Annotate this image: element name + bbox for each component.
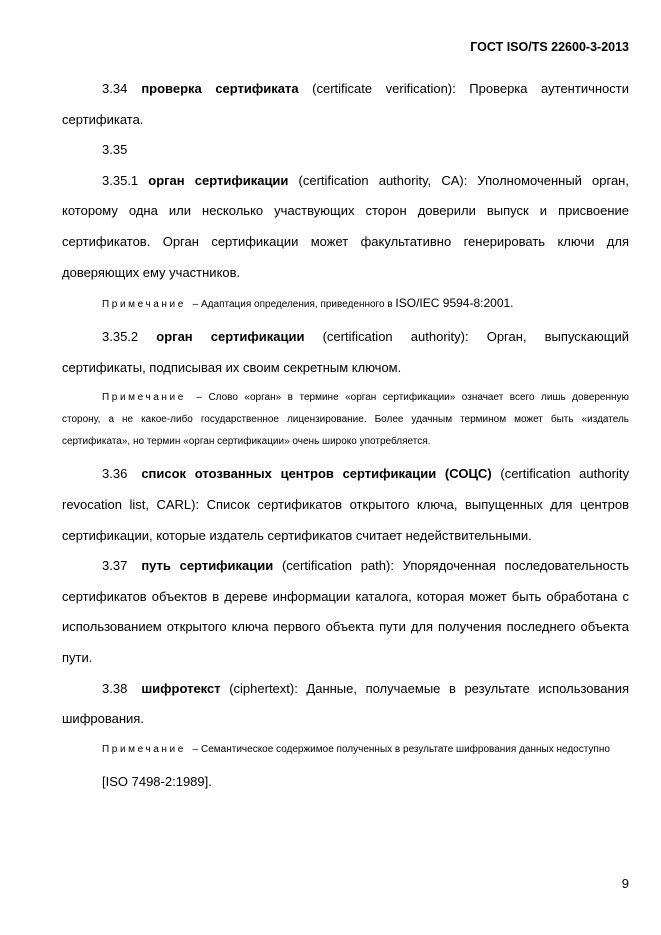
entry-definition: (certification authority): Орган, выпускающий сертификаты, подписывая их своим секретным ключом. [62,329,629,375]
entry-definition: (ciphertext): Данные, получаемые в результате использования шифрования. [62,680,629,727]
entry-3-36 [62,459,629,551]
entry-number: 3.36 [102,466,128,482]
note-text: – Семантическое содержимое полученных в результате шифрования данных недоступно [192,743,610,755]
entry-3-35 [62,135,629,166]
page-number: 9 [621,876,629,891]
entry-3-34 [62,74,629,135]
note-3-35-2 [62,387,629,453]
entry-term: путь сертификации [141,558,274,574]
reference-iso-7498 [62,767,629,798]
document-header: ГОСТ ISO/TS 22600-3-2013 [470,40,629,54]
entry-term: орган сертификации [156,329,305,345]
note-text: – Слово «орган» в термине «орган сертификации» означает всего лишь доверенную сторону, а не какое-либо государственное лицензирование. Более удачным термином может быть «издатель сертификата», но термин «орган сертификации» очень широко употребляется. [62,392,629,448]
entry-number: 3.37 [102,558,128,574]
entry-number: 3.34 [102,81,128,96]
entry-number: 3.35.2 [102,329,139,345]
note-label: Примечание [102,392,186,404]
entry-definition: (certification path): Упорядоченная последовательность сертификатов объектов в дереве информации каталога, которая может быть обработана с использованием открытого ключа первого объекта пути для получения последнего объекта пути. [62,558,629,665]
entry-definition: (certificate verification): Проверка аутентичности сертификата. [62,81,629,127]
entry-number: 3.35 [102,142,128,158]
entry-definition: (certification authority revocation list, CARL): Список сертификатов открытого ключа, выпущенных для центров сертификации, которые издатель сертификатов считает недействительными. [62,466,629,543]
entry-3-38 [62,674,629,735]
note-label: Примечание [102,743,186,755]
note-text: – Адаптация определения, приведенного в [192,299,393,311]
entry-number: 3.35.1 [102,172,139,188]
entry-number: 3.38 [102,680,128,696]
note-label: Примечание [102,299,186,311]
entry-3-35-1 [62,166,629,288]
entry-3-37 [62,551,629,673]
reference-text: [ISO 7498-2:1989]. [102,773,212,789]
note-reference: ISO/IEC 9594-8:2001. [395,296,514,311]
note-3-38 [62,739,629,761]
document-body [62,74,629,797]
note-3-35-1 [62,292,629,316]
entry-term: список отозванных центров сертификации (СОЦС) [141,466,492,482]
entry-definition: (certification authority, CA): Уполномоченный орган, которому одна или несколько участвующих сторон доверили выпуск и присвоение сертификатов. Орган сертификации может факультативно генерировать ключи для доверяющих ему участников. [62,172,629,280]
entry-term: орган сертификации [148,172,289,188]
entry-3-35-2 [62,322,629,383]
entry-term: проверка сертификата [141,81,299,96]
entry-term: шифротекст [141,680,221,696]
